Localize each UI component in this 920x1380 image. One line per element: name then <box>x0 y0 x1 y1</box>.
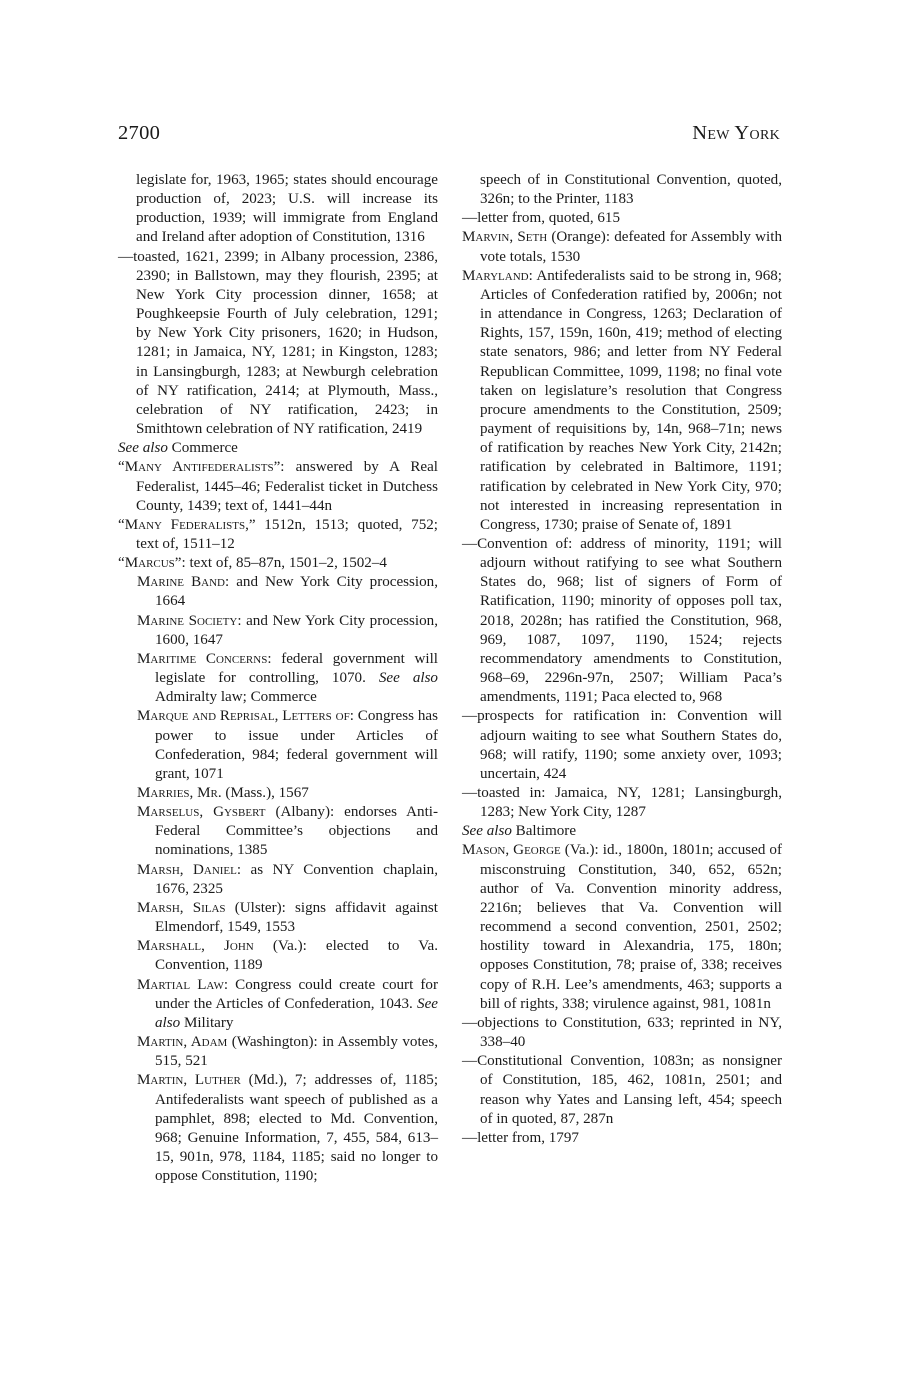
entry-text: : Congress has power to issue under Articles of Confederation, 984; federal government will grant, 1071 <box>155 708 438 782</box>
entry-heading: Mason, George <box>462 842 561 859</box>
entry-text: (Ulster): signs affidavit against Elmendorf, 1549, 1553 <box>155 899 438 936</box>
index-entry <box>118 1033 438 1071</box>
index-entry <box>462 707 782 784</box>
cross-reference-label: See also <box>155 995 438 1031</box>
entry-text: —Constitutional Convention, 1083n; as nonsigner of Constitution, 185, 462, 1081n, 2501; and reason why Yates and Lansing left, 454; speech of in quoted, 87, 287n <box>462 1053 782 1127</box>
index-entry <box>118 554 438 573</box>
index-entry <box>118 458 438 515</box>
index-entry <box>462 1052 782 1129</box>
index-entry <box>462 228 782 266</box>
index-entry <box>118 612 438 650</box>
entry-text: (Va.): elected to Va. Convention, 1189 <box>155 938 438 974</box>
cross-reference-label: See also <box>462 823 512 840</box>
index-entry <box>462 1129 782 1148</box>
entry-text: —letter from, 1797 <box>462 1129 579 1146</box>
index-entry <box>118 861 438 899</box>
entry-heading: Marsh, Daniel <box>137 861 237 878</box>
entry-text: speech of in Constitutional Convention, quoted, 326n; to the Printer, 1183 <box>480 172 782 208</box>
index-column-left <box>118 171 438 1186</box>
index-entry <box>118 784 438 803</box>
index-column-right <box>462 171 782 1148</box>
index-entry <box>462 841 782 1013</box>
index-entry <box>462 267 782 535</box>
entry-heading: Martial Law <box>137 976 224 993</box>
entry-text: —objections to Constitution, 633; reprinted in NY, 338–40 <box>462 1014 782 1051</box>
entry-heading: Maryland <box>462 267 529 284</box>
index-entry <box>118 171 438 248</box>
index-entry <box>118 248 438 440</box>
index-entry <box>118 976 438 1033</box>
entry-heading: Marsh, Silas <box>137 899 226 916</box>
entry-text: (Md.), 7; addresses of, 1185; Antifederalists want speech of published as a pamphlet, 898; elected to Md. Convention, 968; Genuine Information, 7, 455, 584, 613–15, 901n, 978, 1184, 1185; said no longer to oppose Constitution, 1190; <box>155 1072 439 1185</box>
index-entry <box>118 937 438 975</box>
index-entry <box>118 1071 438 1186</box>
entry-text: (Albany): endorses Anti-Federal Committee’s objections and nominations, 1385 <box>155 804 438 859</box>
entry-text: Baltimore <box>511 823 577 840</box>
entry-text: : federal government will legislate for controlling, 1070. <box>155 650 438 687</box>
entry-text: : as NY Convention chaplain, 1676, 2325 <box>155 861 438 897</box>
index-entry <box>118 439 438 458</box>
index-entry <box>462 784 782 822</box>
entry-heading: Marine Society <box>137 612 238 629</box>
entry-heading: “Marcus” <box>118 555 182 572</box>
index-entry <box>118 803 438 860</box>
entry-text: : and New York City procession, 1600, 1647 <box>155 612 438 648</box>
page-number: 2700 <box>118 122 161 144</box>
entry-text: —letter from, quoted, 615 <box>462 210 621 227</box>
index-entry <box>118 516 438 554</box>
entry-text: : text of, 85–87n, 1501–2, 1502–4 <box>181 555 387 572</box>
entry-text: (Va.): id., 1800n, 1801n; accused of misconstruing Constitution, 340, 652, 652n; author of Va. Convention minority address, 2216n; believes that Va. Convention will recommend a second convention, 2501, 2502; hostility toward in Alexandria, 175, 180n; opposes Constitution, 78; praise of, 338; receives copy of R.H. Lee’s amendments, 463; supports a bill of rights, 338; virulence against, 981, 1081n <box>480 842 782 1012</box>
running-head <box>118 122 780 152</box>
cross-reference-label: See also <box>118 440 168 457</box>
entry-text: —prospects for ratification in: Convention will adjourn waiting to see what Southern States do, 968; will ratify, 1190; some anxiety over, 1093; uncertain, 424 <box>462 708 782 782</box>
entry-heading: Marselus, Gysbert <box>137 804 266 821</box>
index-entry <box>462 822 782 841</box>
entry-text: (Washington): in Assembly votes, 515, 521 <box>155 1034 438 1070</box>
entry-text: —Convention of: address of minority, 1191; will adjourn without ratifying to see what Southern States do, 968; list of signers of Form of Ratification, 1190; minority of opposes poll tax, 2018, 2028n; has ratified the Constitution, 968, 969, 1087, 1097, 1190, 1524; rejects recommendatory amendments to Constitution, 968–69, 2296n-97n, 2507; William Paca’s amendments, 1191; Paca elected to, 968 <box>462 535 782 706</box>
index-entry <box>118 707 438 784</box>
entry-heading: Marque and Reprisal, Letters of <box>137 708 350 725</box>
entry-text: 1512n, 1513; quoted, 752; text of, 1511–12 <box>136 516 439 552</box>
entry-heading: “Many Antifederalists” <box>118 459 281 476</box>
entry-text: —toasted, 1621, 2399; in Albany procession, 2386, 2390; in Ballstown, may they flourish, 2395; at New York City procession dinner, 1658; at Poughkeepsie Fourth of July celebration, 1291; by New York City prisoners, 1620; in Hudson, 1281; in Jamaica, NY, 1281; in Kingston, 1283; in Lansingburgh, 1283; at Newburgh celebration of NY ratification, 2414; at Plymouth, Mass., celebration of NY ratification, 2423; in Smithtown celebration of NY ratification, 2419 <box>118 248 438 438</box>
index-entry <box>118 899 438 937</box>
index-entry <box>462 171 782 209</box>
index-entry <box>462 209 782 228</box>
entry-text: —toasted in: Jamaica, NY, 1281; Lansingburgh, 1283; New York City, 1287 <box>462 785 782 821</box>
entry-text: legislate for, 1963, 1965; states should encourage production of, 2023; U.S. will increase its production, 1939; will immigrate from England and Ireland after adoption of Constitution, 1316 <box>136 172 438 246</box>
entry-heading: Martin, Luther <box>137 1072 241 1089</box>
index-entry <box>462 535 782 707</box>
running-title: New York <box>692 122 780 144</box>
entry-text: (Orange): defeated for Assembly with vote totals, 1530 <box>480 229 782 265</box>
entry-heading: “Many Federalists,” <box>118 516 256 533</box>
entry-text: Admiralty law; Commerce <box>155 689 317 706</box>
index-entry <box>118 573 438 611</box>
entry-text: Military <box>180 1014 234 1031</box>
cross-reference-label: See also <box>378 670 438 687</box>
entry-heading: Martin, Adam <box>137 1034 228 1051</box>
entry-text: : and New York City procession, 1664 <box>155 574 438 610</box>
entry-text: : Congress could create court for under the Articles of Confederation, 1043. <box>155 976 438 1012</box>
entry-heading: Marshall, John <box>137 938 254 955</box>
entry-text: : answered by A Real Federalist, 1445–46; Federalist ticket in Dutchess County, 1439; text of, 1441–44n <box>136 459 438 514</box>
entry-heading: Marine Band <box>137 574 225 591</box>
entry-text: Commerce <box>167 440 238 457</box>
entry-heading: Marries, Mr. <box>137 785 222 801</box>
entry-text: : Antifederalists said to be strong in, 968; Articles of Confederation ratified by, 2006n; not in attendance in Congress, 1263; Declaration of Rights, 157, 159n, 160n, 419; method of electing state senators, 986; and letter from NY Federal Republican Committee, 1099, 1198; no final vote taken on legislature’s resolution that Congress procure amendments to the Constitution, 2509; payment of requisitions by, 14n, 968–71n; news of ratification by reaches New York City, 2142n; ratification by celebrated in Baltimore, 1191; ratification by celebrated in New York City, 970; not interested in increasing representation in Congress, 1730; praise of Senate of, 1891 <box>480 267 782 533</box>
entry-heading: Marvin, Seth <box>462 229 548 246</box>
index-entry <box>462 1014 782 1052</box>
index-entry <box>118 650 438 707</box>
entry-text: (Mass.), 1567 <box>221 785 309 801</box>
entry-heading: Maritime Concerns <box>137 650 268 667</box>
